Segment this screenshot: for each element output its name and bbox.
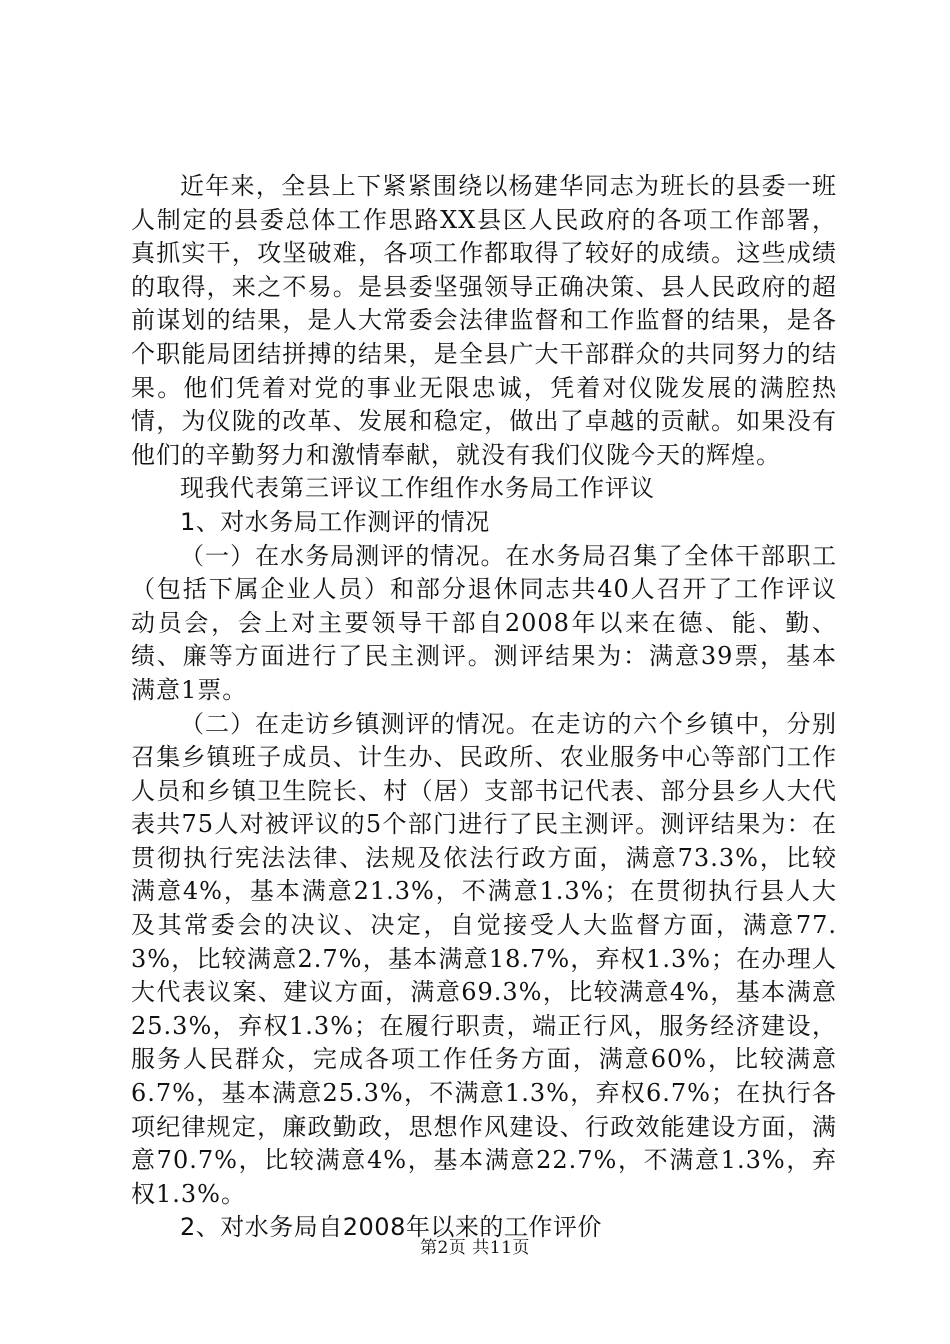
section-2-heading: 2、对水务局自2008年以来的工作评价 (180, 1213, 602, 1242)
section-1-heading: 1、对水务局工作测评的情况 (180, 507, 490, 536)
subsection-2-lead: （二）在走访乡镇测评的情况。 (180, 709, 531, 738)
intro-paragraph: 近年来，全县上下紧紧围绕以杨建华同志为班长的县委一班人制定的县委总体工作思路XX县区人民政府的各项工作部署，真抓实干，攻坚破难，各项工作都取得了较好的成绩。这些成绩的取得，来之不易。是县委坚强领导正确决策、县人民政府的超前谋划的结果，是人大常委会法律监督和工作监督的结果，是各个职能局团结拼搏的结果，是全县广大干部群众的共同努力的结果。他们凭着对党的事业无限忠诚，凭着对仪陇发展的满腔热情，为仪陇的改革、发展和稳定，做出了卓越的贡献。如果没有他们的辛勤努力和激情奉献，就没有我们仪陇今天的辉煌。 (131, 172, 837, 469)
subsection-1-paragraph (131, 540, 837, 708)
document-body (131, 170, 837, 1245)
page-number-label: 第2页 共11页 (420, 1238, 530, 1258)
subsection-2-paragraph (131, 708, 837, 1212)
subsection-2-text: 在走访的六个乡镇中，分别召集乡镇班子成员、计生办、民政所、农业服务中心等部门工作人员和乡镇卫生院长、村（居）支部书记代表、部分县乡人大代表共75人对被评议的5个部门进行了民主测评。测评结果为：在贯彻执行宪法法律、法规及依法行政方面，满意73.3%，比较满意4%，基本满意21.3%，不满意1.3%；在贯彻执行县人大及其常委会的决议、决定，自觉接受人大监督方面，满意77.3%，比较满意2.7%，基本满意18.7%，弃权1.3%；在办理人大代表议案、建议方面，满意69.3%，比较满意4%，基本满意25.3%，弃权1.3%；在履行职责，端正行风，服务经济建设，服务人民群众，完成各项工作任务方面，满意60%，比较满意6.7%，基本满意25.3%，不满意1.3%，弃权6.7%；在执行各项纪律规定，廉政勤政，思想作风建设、行政效能建设方面，满意70.7%，比较满意4%，基本满意22.7%，不满意1.3%，弃权1.3%。 (131, 709, 838, 1208)
subsection-1-text: 在水务局召集了全体干部职工（包括下属企业人员）和部分退休同志共40人召开了工作评议动员会，会上对主要领导干部自2008年以来在德、能、勤、绩、廉等方面进行了民主测评。测评结果为：满意39票，基本满意1票。 (131, 541, 838, 704)
page-footer (0, 1236, 950, 1260)
subsection-1-lead: （一）在水务局测评的情况。 (180, 541, 506, 570)
representation-paragraph: 现我代表第三评议工作组作水务局工作评议 (180, 474, 655, 503)
